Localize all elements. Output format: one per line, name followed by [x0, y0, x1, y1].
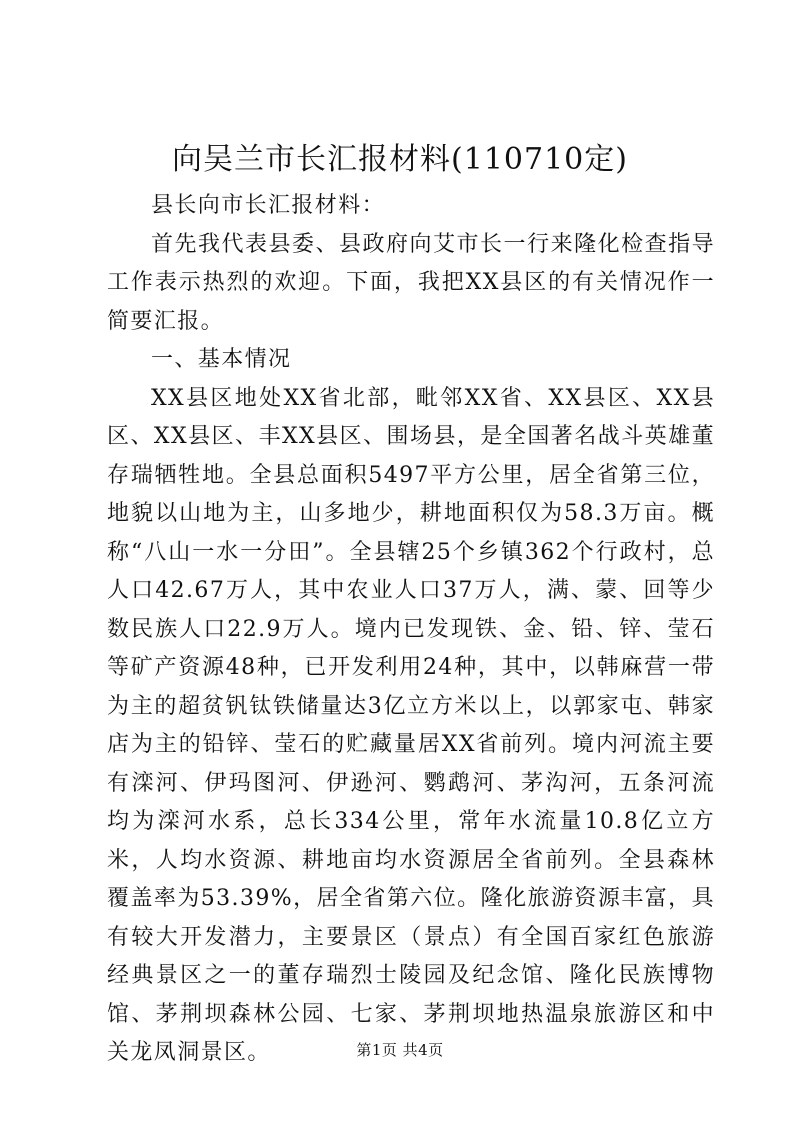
page-indicator: 第1页 共4页 [356, 1041, 444, 1059]
basic-situation-paragraph: XX县区地处XX省北部，毗邻XX省、XX县区、XX县区、XX县区、丰XX县区、围场县，是全国著名战斗英雄董存瑞牺牲地。全县总面积5497平方公里，居全省第三位，地貌以山地为主，山多地少，耕地面积仅为58.3万亩。概称“八山一水一分田”。全县辖25个乡镇362个行政村，总人口42.67万人，其中农业人口37万人，满、蒙、回等少数民族人口22.9万人。境内已发现铁、金、铅、锌、莹石等矿产资源48种，已开发利用24种，其中，以韩麻营一带为主的超贫钒钛铁储量达3亿立方米以上，以郭家屯、韩家店为主的铅锌、莹石的贮藏量居XX省前列。境内河流主要有滦河、伊玛图河、伊逊河、鹦鹉河、茅沟河，五条河流均为滦河水系，总长334公里，常年水流量10.8亿立方米，人均水资源、耕地亩均水资源居全省前列。全县森林覆盖率为53.39%，居全省第六位。隆化旅游资源丰富，具有较大开发潜力，主要景区（景点）有全国百家红色旅游经典景区之一的董存瑞烈士陵园及纪念馆、隆化民族博物馆、茅荆坝森林公园、七家、茅荆坝地热温泉旅游区和中关龙凤洞景区。 [107, 385, 715, 1065]
welcome-paragraph: 首先我代表县委、县政府向艾市长一行来隆化检查指导工作表示热烈的欢迎。下面，我把XX县区的有关情况作一简要汇报。 [107, 231, 715, 334]
document-body [107, 187, 715, 1073]
salutation-paragraph: 县长向市长汇报材料： [151, 193, 386, 218]
section-heading: 一、基本情况 [151, 347, 292, 372]
document-title: 向吴兰市长汇报材料(110710定) [172, 142, 628, 177]
